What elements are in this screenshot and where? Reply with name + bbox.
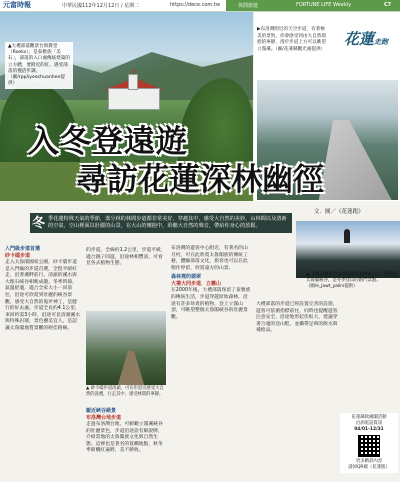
subhead-1b: 砂卡礑步道 bbox=[5, 253, 31, 259]
mid-column-top: 的步道，全線約1.2公里，步道平緩，適合親子同遊，沿途林相豐富，可看見各式植物生態。 bbox=[86, 248, 166, 267]
info-dates: 04/01-12/31 bbox=[354, 427, 384, 432]
far-right-caption: ▲ 立霧山觀景台位於海拔約1000公尺，可眺望太魯閣峽谷，是冬季登山的熱門景點。（圖/e_jawt_yalirs提供） bbox=[306, 272, 397, 290]
info-foot1: 更多精彩內容 bbox=[355, 459, 383, 464]
skywalk-bridge bbox=[317, 120, 397, 200]
section-title-en: FORTUNE LIFE Weekly bbox=[296, 2, 352, 8]
newspaper-logo: 元富時報 bbox=[3, 1, 31, 9]
page-header bbox=[0, 0, 400, 12]
right-body-1: 布洛灣的遊客中心附近，有著名的山月村，可在此欣賞太魯閣族的傳統工藝，體驗部落文化，旅客也可以在此稍作停留，欣賞遠方的山景。 bbox=[171, 246, 248, 271]
cross-icon: ✝ bbox=[131, 68, 137, 76]
headline bbox=[28, 124, 324, 198]
page-number: C7 bbox=[384, 2, 392, 8]
section-title: 休閒旅遊 bbox=[238, 3, 259, 9]
subhead-1a: 入門級步道首選 bbox=[5, 246, 41, 252]
issue-date: 中華民國112年12月12日 / 星期二 bbox=[62, 3, 140, 9]
right-column bbox=[171, 246, 251, 321]
left-body: 走入太魯閣國家公園，砂卡礑步道是入門級的步道首選，全程平緩好走，沿著溪畔前行，清澈的溪水與大理石峽谷相映成趣。冬季時節，氣溫舒適，適合全家大小一同前往，沿途可欣賞到壯麗的峽谷景觀，感受大自然的鬼斧神工，是健行的好去處。步道全長約4.1公里，來回約需3小時，沿途可見清澈溪水與特殊岩層，景色優美宜人，是認識太魯閣地質景觀的絕佳路線。 bbox=[5, 260, 81, 331]
subhead-2b: 布洛灣台地步道 bbox=[86, 415, 122, 421]
lead-paragraph: 季花蓮特殊天氣的季節，部分林的林間步道都非常美好，穿越其中，感受大自然的美妙，山林間以及清新的空氣，空山裡面以壯麗的山景，在大山的懷抱中，聆聽大自然的聲音，帶給你身心的放鬆。 bbox=[30, 213, 292, 233]
mid-column-bottom bbox=[86, 408, 166, 455]
trail-path bbox=[116, 351, 146, 385]
side-caption: ▶布洛灣附近的天空步道，有著極美的景致，你會感受到由大自然環抱的寧靜，漫步步道上方可以眺望立霧溪。（圖/花蓮縣觀光處提供） bbox=[257, 27, 326, 52]
info-line1: 花蓮縣救國團活動 bbox=[351, 415, 387, 420]
info-line2: 洽詢電話資訊 bbox=[355, 421, 383, 426]
far-right-body: 大禮部落的步道已經設置完善的設施，遊客可依循指標前往，同時也提醒遊客注意安全，沿途地形起伏較大，建議穿著合適的登山鞋，並攜帶足夠的飲水與補給品。 bbox=[256, 302, 338, 334]
mid-body: 走過布洛灣台地，可俯瞰立霧溪峽谷的壯麗景色，步道沿途設有解說牌，介紹當地的太魯閣族文化與自然生態。這裡也是著名的賞楓地點，秋冬季節楓紅遍野，美不勝收。 bbox=[86, 422, 163, 454]
church-building bbox=[108, 68, 160, 110]
lead-dropcap: 冬 bbox=[32, 216, 46, 231]
brand-logo: 花蓮走跑 bbox=[344, 30, 389, 48]
left-column bbox=[5, 246, 81, 333]
site-url[interactable]: https://dece.com.tw bbox=[170, 2, 220, 8]
trail-caption: ▲ 砂卡礑步道清澈，可在步道旁感受大自然的洗禮，行走其中，感受林間的寧靜。 bbox=[86, 386, 164, 397]
byline: 文．圖／《花蓮跑》 bbox=[314, 209, 364, 215]
headline-line1: 入冬登遠遊 bbox=[28, 124, 188, 160]
qr-code-icon[interactable] bbox=[358, 435, 380, 457]
info-box bbox=[340, 413, 398, 473]
trail-photo bbox=[86, 311, 166, 385]
section-band bbox=[226, 0, 400, 11]
right-body-2: 在2000年後，大禮部落保留了泰雅族的傳統生活，步道穿越原始森林，沿途有許多珍貴的植物，登上立霧山頂，可眺望整個太魯閣峽谷的壯麗景觀。 bbox=[171, 288, 251, 320]
headline-line2: 尋訪花蓮深林幽徑 bbox=[76, 162, 324, 198]
mountain-view-photo bbox=[296, 221, 400, 278]
subhead-3a: 森林裡的翡翠 bbox=[171, 274, 202, 281]
hiker-figure bbox=[344, 229, 350, 243]
subhead-3b: 大禮大同步道．立霧山 bbox=[171, 281, 222, 288]
subhead-2a: 親近峽谷絕景 bbox=[86, 408, 117, 414]
hero-caption: ▲大禮部落觀景台與教堂（Roeks），是泰雅族「美石」，部落的入口處傳統建築的立方體，要附近的紅，感受部落的慢活步調。（圖/rpp/iyeechuanhen提供） bbox=[5, 42, 73, 89]
info-foot2: 請掃QR碼（花蓮版） bbox=[348, 465, 390, 470]
